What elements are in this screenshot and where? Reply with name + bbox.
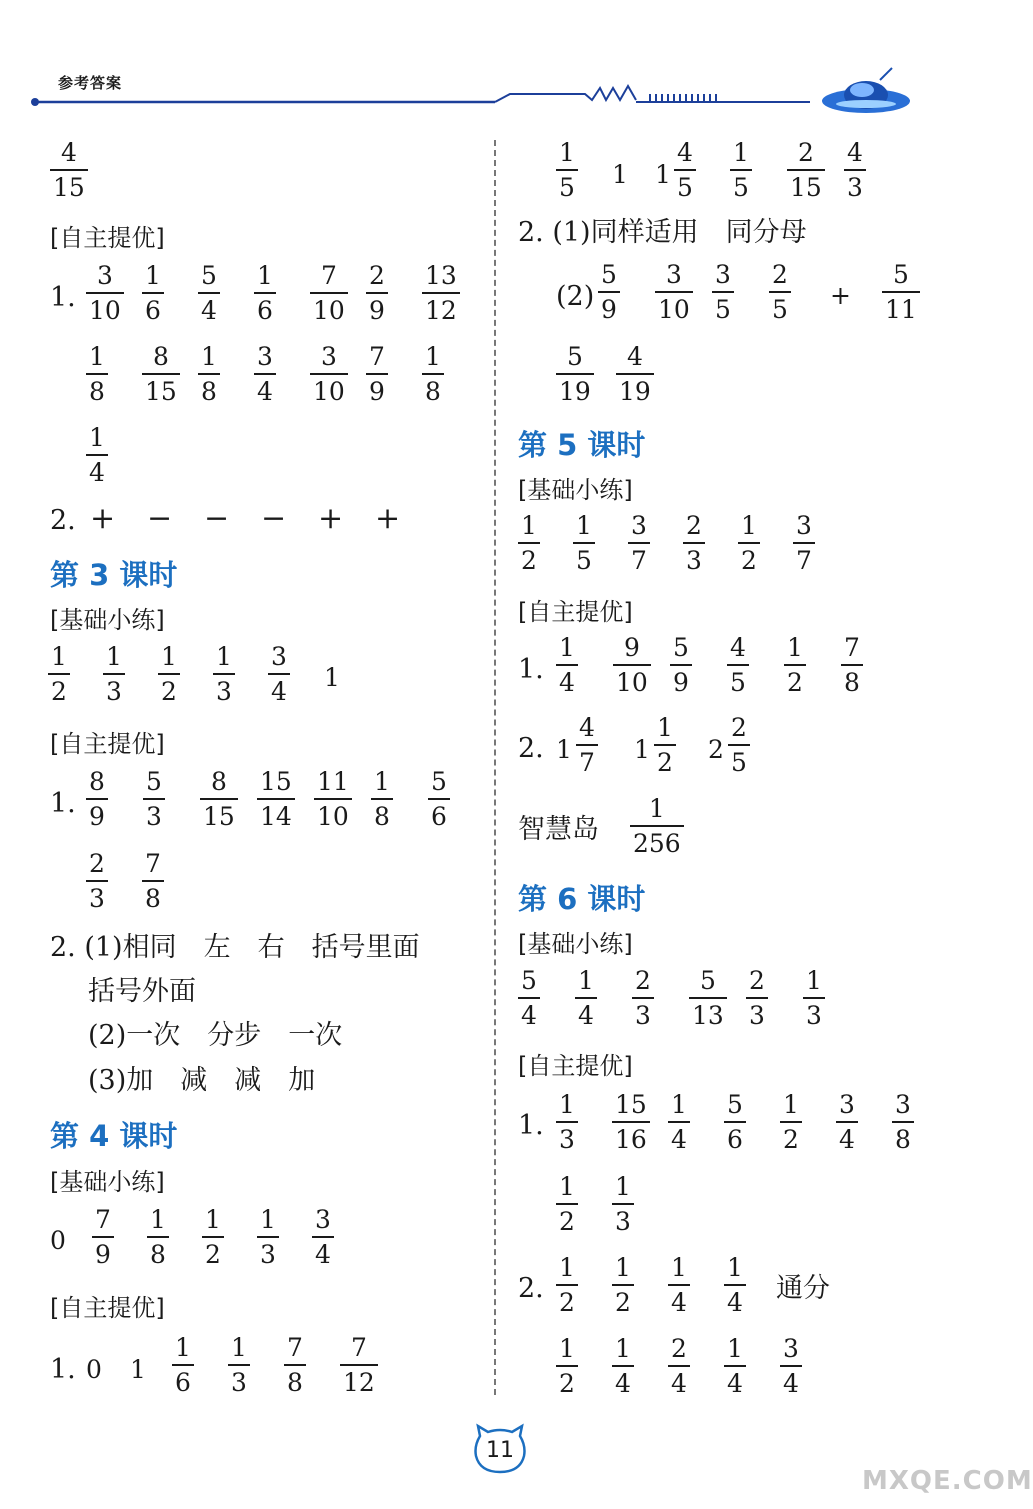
question-number: 1. (50, 788, 76, 819)
fraction: $\frac{7}{8}$ (284, 1335, 306, 1395)
fraction: $\frac{1}{3}$ (612, 1174, 634, 1234)
section-label-jichu: [基础小练] (50, 606, 165, 634)
sign: + (318, 501, 344, 536)
question-number: 2. (518, 733, 544, 764)
answer-value: 1 (130, 1355, 146, 1384)
fraction: $\frac{1}{3}$ (103, 644, 125, 704)
ufo-icon (822, 68, 910, 113)
answer-text: (3)加 减 减 加 (88, 1065, 316, 1096)
fraction: $\frac{1}{8}$ (147, 1207, 169, 1267)
fraction: $\frac{1}{4}$ (724, 1336, 746, 1396)
fraction: $\frac{8}{9}$ (86, 769, 108, 829)
fraction: $\frac{1}{2}$ (158, 644, 180, 704)
fraction: $\frac{1}{2}$ (556, 1174, 578, 1234)
fraction: $\frac{5}{19}$ (556, 344, 594, 404)
answer-value: 0 (86, 1355, 102, 1384)
fraction: $\frac{4}{5}$ (674, 140, 696, 200)
question-number: 1. (518, 654, 544, 685)
section-title: 第 6 课时 (518, 882, 646, 916)
fraction: $\frac{7}{12}$ (340, 1335, 378, 1395)
fraction: $\frac{2}{9}$ (366, 263, 388, 323)
fraction: $\frac{4}{15}$ (50, 140, 88, 200)
fraction: $\frac{8}{15}$ (200, 769, 238, 829)
mixed-whole: 1 (655, 160, 671, 189)
question-number: 2. (518, 1273, 544, 1304)
fraction: $\frac{13}{12}$ (422, 263, 460, 323)
answer-value: 0 (50, 1226, 66, 1255)
fraction: $\frac{7}{10}$ (310, 263, 348, 323)
fraction: $\frac{1}{8}$ (422, 344, 444, 404)
fraction: $\frac{1}{6}$ (254, 263, 276, 323)
fraction: $\frac{1}{6}$ (172, 1335, 194, 1395)
plus-sign: + (830, 281, 851, 310)
fraction: $\frac{2}{4}$ (668, 1336, 690, 1396)
sign: − (147, 501, 173, 536)
fraction: $\frac{2}{3}$ (746, 968, 768, 1028)
fraction: $\frac{1}{4}$ (668, 1092, 690, 1152)
fraction: $\frac{1}{256}$ (630, 796, 684, 856)
question-number: 1. (50, 1354, 76, 1385)
fraction: $\frac{1}{3}$ (213, 644, 235, 704)
answer-text: (2)一次 分步 一次 (88, 1020, 343, 1051)
sign: + (90, 501, 116, 536)
fraction: $\frac{3}{10}$ (86, 263, 124, 323)
fraction: $\frac{1}{2}$ (202, 1207, 224, 1267)
fraction: $\frac{1}{2}$ (556, 1336, 578, 1396)
fraction: $\frac{1}{2}$ (738, 513, 760, 573)
answer-text: 通分 (776, 1273, 830, 1304)
fraction: $\frac{2}{3}$ (683, 513, 705, 573)
fraction: $\frac{5}{4}$ (518, 968, 540, 1028)
fraction: $\frac{1}{2}$ (556, 1255, 578, 1315)
fraction: $\frac{2}{3}$ (86, 851, 108, 911)
fraction: $\frac{3}{7}$ (793, 513, 815, 573)
fraction: $\frac{1}{2}$ (48, 644, 70, 704)
fraction: $\frac{2}{5}$ (728, 715, 750, 775)
fraction: $\frac{1}{5}$ (573, 513, 595, 573)
fraction: $\frac{3}{4}$ (268, 644, 290, 704)
fraction: $\frac{2}{3}$ (632, 968, 654, 1028)
fraction: $\frac{4}{19}$ (616, 344, 654, 404)
mixed-whole: 2 (708, 735, 724, 764)
section-title: 第 5 课时 (518, 428, 646, 462)
column-divider (494, 140, 496, 1395)
answer-value: 1 (612, 160, 628, 189)
fraction: $\frac{2}{15}$ (787, 140, 825, 200)
fraction: $\frac{7}{9}$ (366, 344, 388, 404)
fraction: $\frac{1}{3}$ (257, 1207, 279, 1267)
fraction: $\frac{1}{8}$ (86, 344, 108, 404)
question-number: 1. (50, 282, 76, 313)
question-number: 2. (50, 505, 76, 536)
fraction: $\frac{1}{4}$ (612, 1336, 634, 1396)
fraction: $\frac{1}{5}$ (556, 140, 578, 200)
fraction: $\frac{8}{15}$ (142, 344, 180, 404)
fraction: $\frac{1}{3}$ (803, 968, 825, 1028)
fraction: $\frac{3}{8}$ (892, 1092, 914, 1152)
section-label-zizhu: [自主提优] (518, 598, 633, 626)
answer-text: 括号外面 (88, 976, 196, 1007)
header-title: 参考答案 (58, 74, 123, 92)
section-label-zizhu: [自主提优] (518, 1052, 633, 1080)
section-label-zizhu: [自主提优] (50, 224, 165, 252)
answer-value: 1 (324, 663, 340, 692)
section-label-jichu: [基础小练] (518, 930, 633, 958)
zhihui-label: 智慧岛 (518, 814, 599, 845)
fraction: $\frac{4}{5}$ (727, 635, 749, 695)
fraction: $\frac{5}{9}$ (670, 635, 692, 695)
fraction: $\frac{1}{2}$ (654, 715, 676, 775)
sign: − (261, 501, 287, 536)
fraction: $\frac{5}{11}$ (882, 262, 920, 322)
sign: − (204, 501, 230, 536)
fraction: $\frac{7}{8}$ (841, 635, 863, 695)
section-label-jichu: [基础小练] (518, 476, 633, 504)
fraction: $\frac{11}{10}$ (314, 769, 352, 829)
mixed-whole: 1 (556, 735, 572, 764)
fraction: $\frac{15}{16}$ (612, 1092, 650, 1152)
fraction: $\frac{5}{4}$ (198, 263, 220, 323)
fraction: $\frac{7}{9}$ (92, 1207, 114, 1267)
fraction: $\frac{1}{4}$ (575, 968, 597, 1028)
fraction: $\frac{3}{4}$ (254, 344, 276, 404)
fraction: $\frac{7}{8}$ (142, 851, 164, 911)
fraction: $\frac{1}{4}$ (556, 635, 578, 695)
sign: + (375, 501, 401, 536)
fraction: $\frac{1}{5}$ (730, 140, 752, 200)
fraction: $\frac{1}{2}$ (612, 1255, 634, 1315)
fraction: $\frac{1}{8}$ (198, 344, 220, 404)
fraction: $\frac{4}{3}$ (844, 140, 866, 200)
sub-question-label: (2) (556, 281, 595, 312)
fraction: $\frac{3}{7}$ (628, 513, 650, 573)
fraction: $\frac{1}{2}$ (784, 635, 806, 695)
fraction: $\frac{1}{3}$ (228, 1335, 250, 1395)
fraction: $\frac{5}{9}$ (598, 262, 620, 322)
fraction: $\frac{1}{3}$ (556, 1092, 578, 1152)
fraction: $\frac{3}{10}$ (655, 262, 693, 322)
fraction: $\frac{15}{14}$ (257, 769, 295, 829)
fraction: $\frac{9}{10}$ (613, 635, 651, 695)
fraction: $\frac{1}{2}$ (518, 513, 540, 573)
fraction: $\frac{3}{4}$ (312, 1207, 334, 1267)
fraction: $\frac{3}{10}$ (310, 344, 348, 404)
fraction: $\frac{4}{7}$ (576, 715, 598, 775)
section-title: 第 4 课时 (50, 1119, 178, 1153)
section-label-zizhu: [自主提优] (50, 1294, 165, 1322)
answer-text: 2. (1)相同 左 右 括号里面 (50, 932, 420, 963)
fraction: $\frac{5}{6}$ (724, 1092, 746, 1152)
fraction: $\frac{1}{4}$ (668, 1255, 690, 1315)
page-number: 11 (486, 1438, 514, 1463)
fraction: $\frac{1}{4}$ (86, 425, 108, 485)
fraction: $\frac{1}{8}$ (371, 769, 393, 829)
fraction: $\frac{5}{3}$ (143, 769, 165, 829)
fraction: $\frac{1}{4}$ (724, 1255, 746, 1315)
section-label-jichu: [基础小练] (50, 1168, 165, 1196)
fraction: $\frac{5}{6}$ (428, 769, 450, 829)
section-title: 第 3 课时 (50, 558, 178, 592)
fraction: $\frac{5}{13}$ (689, 968, 727, 1028)
watermark: MXQE.COM (862, 1466, 1033, 1496)
fraction: $\frac{3}{5}$ (712, 262, 734, 322)
answer-text: 2. (1)同样适用 同分母 (518, 217, 807, 248)
fraction: $\frac{2}{5}$ (769, 262, 791, 322)
fraction: $\frac{1}{6}$ (142, 263, 164, 323)
fraction: $\frac{1}{2}$ (780, 1092, 802, 1152)
fraction: $\frac{3}{4}$ (780, 1336, 802, 1396)
question-number: 1. (518, 1110, 544, 1141)
header-decoration (0, 0, 1000, 140)
mixed-whole: 1 (634, 735, 650, 764)
fraction: $\frac{3}{4}$ (836, 1092, 858, 1152)
section-label-zizhu: [自主提优] (50, 730, 165, 758)
